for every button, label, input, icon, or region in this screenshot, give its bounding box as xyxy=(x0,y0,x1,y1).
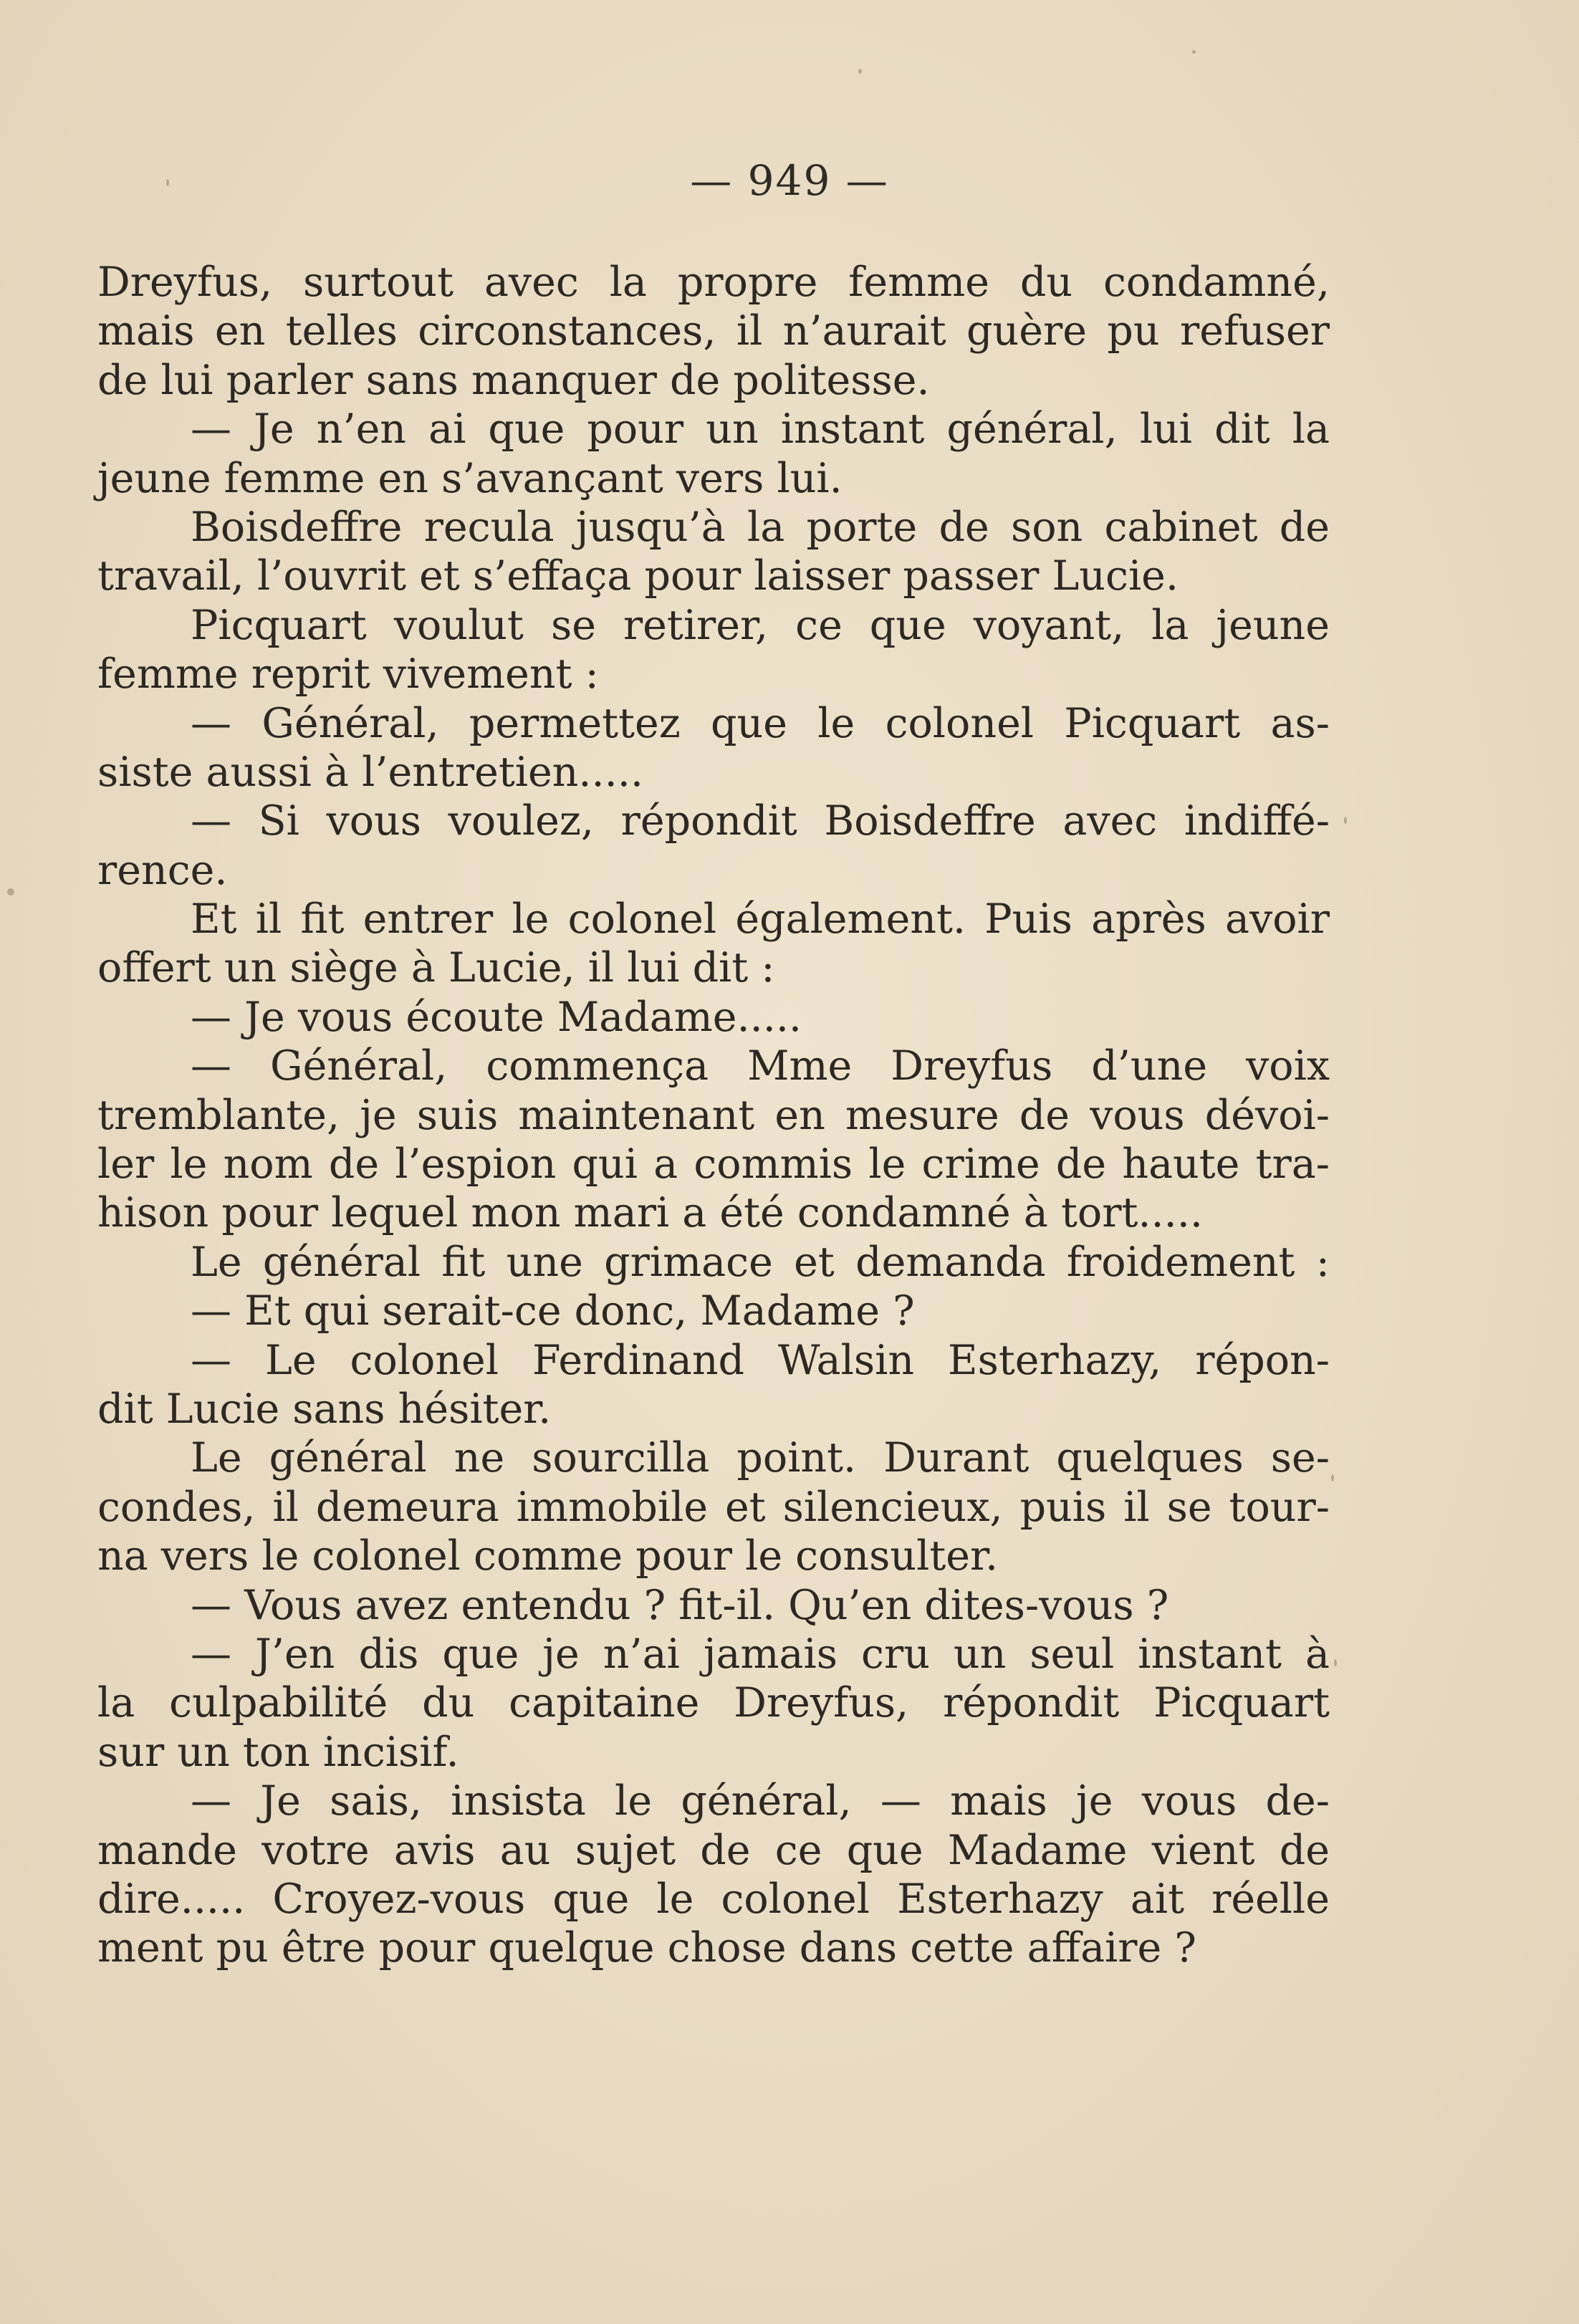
text-line: Le général fit une grimace et demanda froidement : xyxy=(191,1238,1330,1286)
text-line: na vers le colonel comme pour le consulter. xyxy=(97,1532,999,1580)
text-line: Le général ne sourcilla point. Durant quelques se- xyxy=(191,1434,1330,1482)
text-line: Picquart voulut se retirer, ce que voyant, la jeune xyxy=(191,601,1330,649)
page-number: — 949 — xyxy=(690,156,889,205)
text-line: — Et qui serait-ce donc, Madame ? xyxy=(191,1287,915,1335)
paper-speck xyxy=(7,888,14,895)
paper-speck xyxy=(166,179,169,186)
text-line: tremblante, je suis maintenant en mesure de vous dévoi- xyxy=(97,1091,1330,1139)
text-line: rence. xyxy=(97,846,228,894)
text-line: — Général, commença Mme Dreyfus d’une voix xyxy=(191,1042,1330,1090)
text-line: dire..... Croyez-vous que le colonel Esterhazy ait réelle xyxy=(97,1875,1330,1923)
text-line: Et il fit entrer le colonel également. Puis après avoir xyxy=(191,895,1330,943)
text-line: — Je vous écoute Madame..... xyxy=(191,993,802,1041)
body-text xyxy=(97,258,1330,1973)
text-line: mais en telles circonstances, il n’aurait guère pu refuser xyxy=(97,307,1330,355)
paper-speck xyxy=(1344,817,1347,824)
text-line: offert un siège à Lucie, il lui dit : xyxy=(97,944,775,992)
text-line: de lui parler sans manquer de politesse. xyxy=(97,356,930,404)
text-line: Boisdeffre recula jusqu’à la porte de son cabinet de xyxy=(191,503,1330,551)
text-line: hison pour lequel mon mari a été condamné à tort..... xyxy=(97,1189,1203,1237)
paper-speck xyxy=(1331,1474,1334,1482)
paper-speck xyxy=(1334,1659,1337,1666)
text-line: Dreyfus, surtout avec la propre femme du condamné, xyxy=(97,259,1330,306)
text-line: — Général, permettez que le colonel Picquart as- xyxy=(191,699,1330,747)
text-line: — J’en dis que je n’ai jamais cru un seul instant à xyxy=(191,1630,1330,1678)
text-line: — Je n’en ai que pour un instant général, lui dit la xyxy=(191,405,1330,453)
text-line: la culpabilité du capitaine Dreyfus, répondit Picquart xyxy=(97,1679,1330,1727)
paper-speck xyxy=(1192,50,1196,54)
text-line: — Vous avez entendu ? fit-il. Qu’en dites-vous ? xyxy=(191,1581,1169,1629)
text-line: — Si vous voulez, répondit Boisdeffre avec indiffé- xyxy=(191,797,1330,845)
text-line: ment pu être pour quelque chose dans cette affaire ? xyxy=(97,1924,1196,1972)
text-line: — Je sais, insista le général, — mais je vous de- xyxy=(191,1777,1330,1825)
text-line: dit Lucie sans hésiter. xyxy=(97,1385,552,1433)
text-line: travail, l’ouvrit et s’effaça pour laisser passer Lucie. xyxy=(97,552,1179,600)
text-line: condes, il demeura immobile et silencieux, puis il se tour- xyxy=(97,1483,1330,1531)
text-line: ler le nom de l’espion qui a commis le crime de haute tra- xyxy=(97,1141,1330,1189)
text-line: mande votre avis au sujet de ce que Madame vient de xyxy=(97,1826,1330,1874)
text-line: sur un ton incisif. xyxy=(97,1728,459,1776)
text-line: femme reprit vivement : xyxy=(97,650,599,698)
paper-speck xyxy=(858,69,862,74)
text-line: siste aussi à l’entretien..... xyxy=(97,748,643,796)
text-line: jeune femme en s’avançant vers lui. xyxy=(97,454,843,502)
text-line: — Le colonel Ferdinand Walsin Esterhazy, répon- xyxy=(191,1336,1330,1384)
